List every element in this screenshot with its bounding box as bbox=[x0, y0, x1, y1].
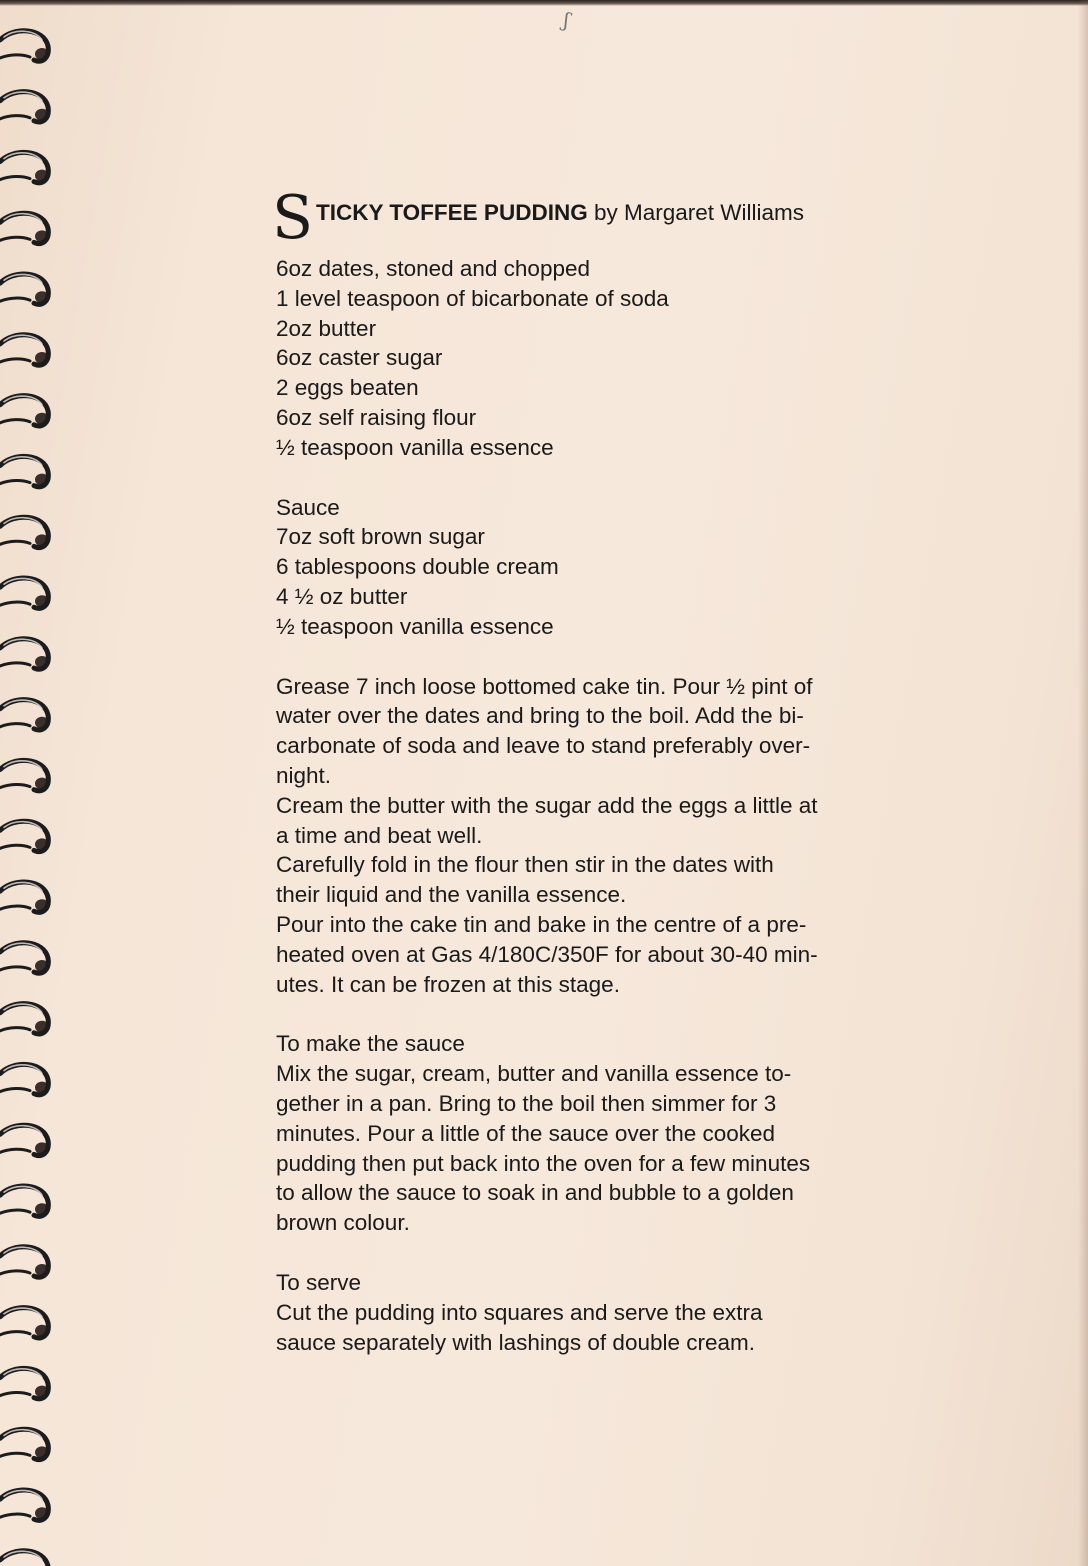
serve-heading: To serve bbox=[276, 1269, 362, 1295]
method-line: Grease 7 inch loose bottomed cake tin. Pour ½ pint of bbox=[276, 673, 813, 699]
method-line: their liquid and the vanilla essence. bbox=[276, 882, 627, 908]
spiral-loop bbox=[0, 213, 49, 243]
spiral-loop bbox=[0, 882, 49, 912]
spiral-loop bbox=[0, 1368, 49, 1398]
page-right-edge-shadow bbox=[1078, 0, 1088, 1566]
method-line: utes. It can be frozen at this stage. bbox=[276, 971, 620, 997]
method-line: heated oven at Gas 4/180C/350F for about 30-40 min- bbox=[276, 941, 818, 967]
spiral-loop bbox=[0, 152, 49, 182]
spiral-loop bbox=[0, 1551, 49, 1566]
title-byline: by Margaret Williams bbox=[587, 200, 804, 225]
sauce-method-line: gether in a pan. Bring to the boil then simmer for 3 bbox=[276, 1090, 777, 1116]
sauce-method-line: minutes. Pour a little of the sauce over the cooked bbox=[276, 1120, 776, 1146]
spiral-loop bbox=[0, 1064, 49, 1094]
serve-paragraph bbox=[276, 1268, 916, 1357]
spiral-loop bbox=[0, 335, 49, 365]
ingredient-line: 6oz self raising flour bbox=[276, 404, 477, 430]
title-dropcap: S bbox=[272, 183, 314, 253]
ingredient-line: 6oz dates, stoned and chopped bbox=[276, 256, 591, 281]
ingredient-line: 2oz butter bbox=[276, 315, 377, 341]
spiral-loop bbox=[0, 274, 49, 304]
spiral-loop bbox=[0, 821, 49, 851]
serve-line: Cut the pudding into squares and serve the extra bbox=[276, 1299, 763, 1325]
ingredient-list bbox=[276, 254, 916, 463]
spiral-loop bbox=[0, 456, 49, 486]
sauce-ingredient-line: 7oz soft brown sugar bbox=[276, 524, 485, 550]
method-line: Carefully fold in the flour then stir in the dates with bbox=[276, 852, 774, 878]
sauce-method-paragraph bbox=[276, 1029, 916, 1238]
pen-mark: ʃ bbox=[560, 7, 573, 33]
spiral-loop bbox=[0, 578, 49, 608]
method-line: night. bbox=[276, 762, 332, 788]
sauce-ingredient-list bbox=[276, 493, 916, 642]
method-line: a time and beat well. bbox=[276, 822, 483, 848]
page-top-edge-shadow bbox=[0, 0, 1088, 6]
ingredient-line: 1 level teaspoon of bicarbonate of soda bbox=[276, 285, 669, 311]
spiral-loop bbox=[0, 1429, 49, 1459]
ingredient-line: 6oz caster sugar bbox=[276, 345, 443, 371]
spiral-loop bbox=[0, 1125, 49, 1155]
recipe-content bbox=[272, 183, 916, 1357]
spiral-loop bbox=[0, 639, 49, 669]
method-line: water over the dates and bring to the boil. Add the bi- bbox=[276, 703, 804, 729]
method-paragraph bbox=[276, 672, 916, 1000]
ingredient-line: ½ teaspoon vanilla essence bbox=[276, 434, 554, 460]
method-line: Pour into the cake tin and bake in the centre of a pre- bbox=[276, 911, 807, 937]
serve-line: sauce separately with lashings of double cream. bbox=[276, 1329, 756, 1355]
sauce-method-heading: To make the sauce bbox=[276, 1031, 465, 1057]
spiral-loop bbox=[0, 517, 49, 547]
recipe-title bbox=[272, 183, 916, 254]
sauce-ingredient-line: ½ teaspoon vanilla essence bbox=[276, 613, 554, 639]
spiral-loop bbox=[0, 1247, 49, 1277]
spiral-loop bbox=[0, 1004, 49, 1034]
sauce-method-line: brown colour. bbox=[276, 1210, 410, 1236]
spiral-loop bbox=[0, 1490, 49, 1520]
sauce-method-line: Mix the sugar, cream, butter and vanilla essence to- bbox=[276, 1061, 792, 1087]
spiral-loop bbox=[0, 92, 49, 122]
spiral-loop bbox=[0, 396, 49, 426]
spiral-loop bbox=[0, 943, 49, 973]
sauce-ingredient-line: 6 tablespoons double cream bbox=[276, 554, 559, 580]
sauce-heading: Sauce bbox=[276, 494, 340, 520]
method-line: Cream the butter with the sugar add the eggs a little at bbox=[276, 792, 818, 818]
spiral-loop bbox=[0, 760, 49, 790]
method-line: carbonate of soda and leave to stand preferably over- bbox=[276, 733, 811, 759]
spiral-loop bbox=[0, 700, 49, 730]
title-bold: TICKY TOFFEE PUDDING bbox=[316, 200, 588, 225]
spiral-binding bbox=[0, 0, 80, 1566]
spiral-loop bbox=[0, 31, 49, 61]
sauce-method-line: pudding then put back into the oven for a few minutes bbox=[276, 1150, 811, 1176]
sauce-method-line: to allow the sauce to soak in and bubble to a golden bbox=[276, 1180, 794, 1206]
title-text bbox=[316, 198, 804, 228]
spiral-loop bbox=[0, 1308, 49, 1338]
ingredient-line: 2 eggs beaten bbox=[276, 375, 419, 401]
spiral-loop bbox=[0, 1186, 49, 1216]
sauce-ingredient-line: 4 ½ oz butter bbox=[276, 583, 408, 609]
